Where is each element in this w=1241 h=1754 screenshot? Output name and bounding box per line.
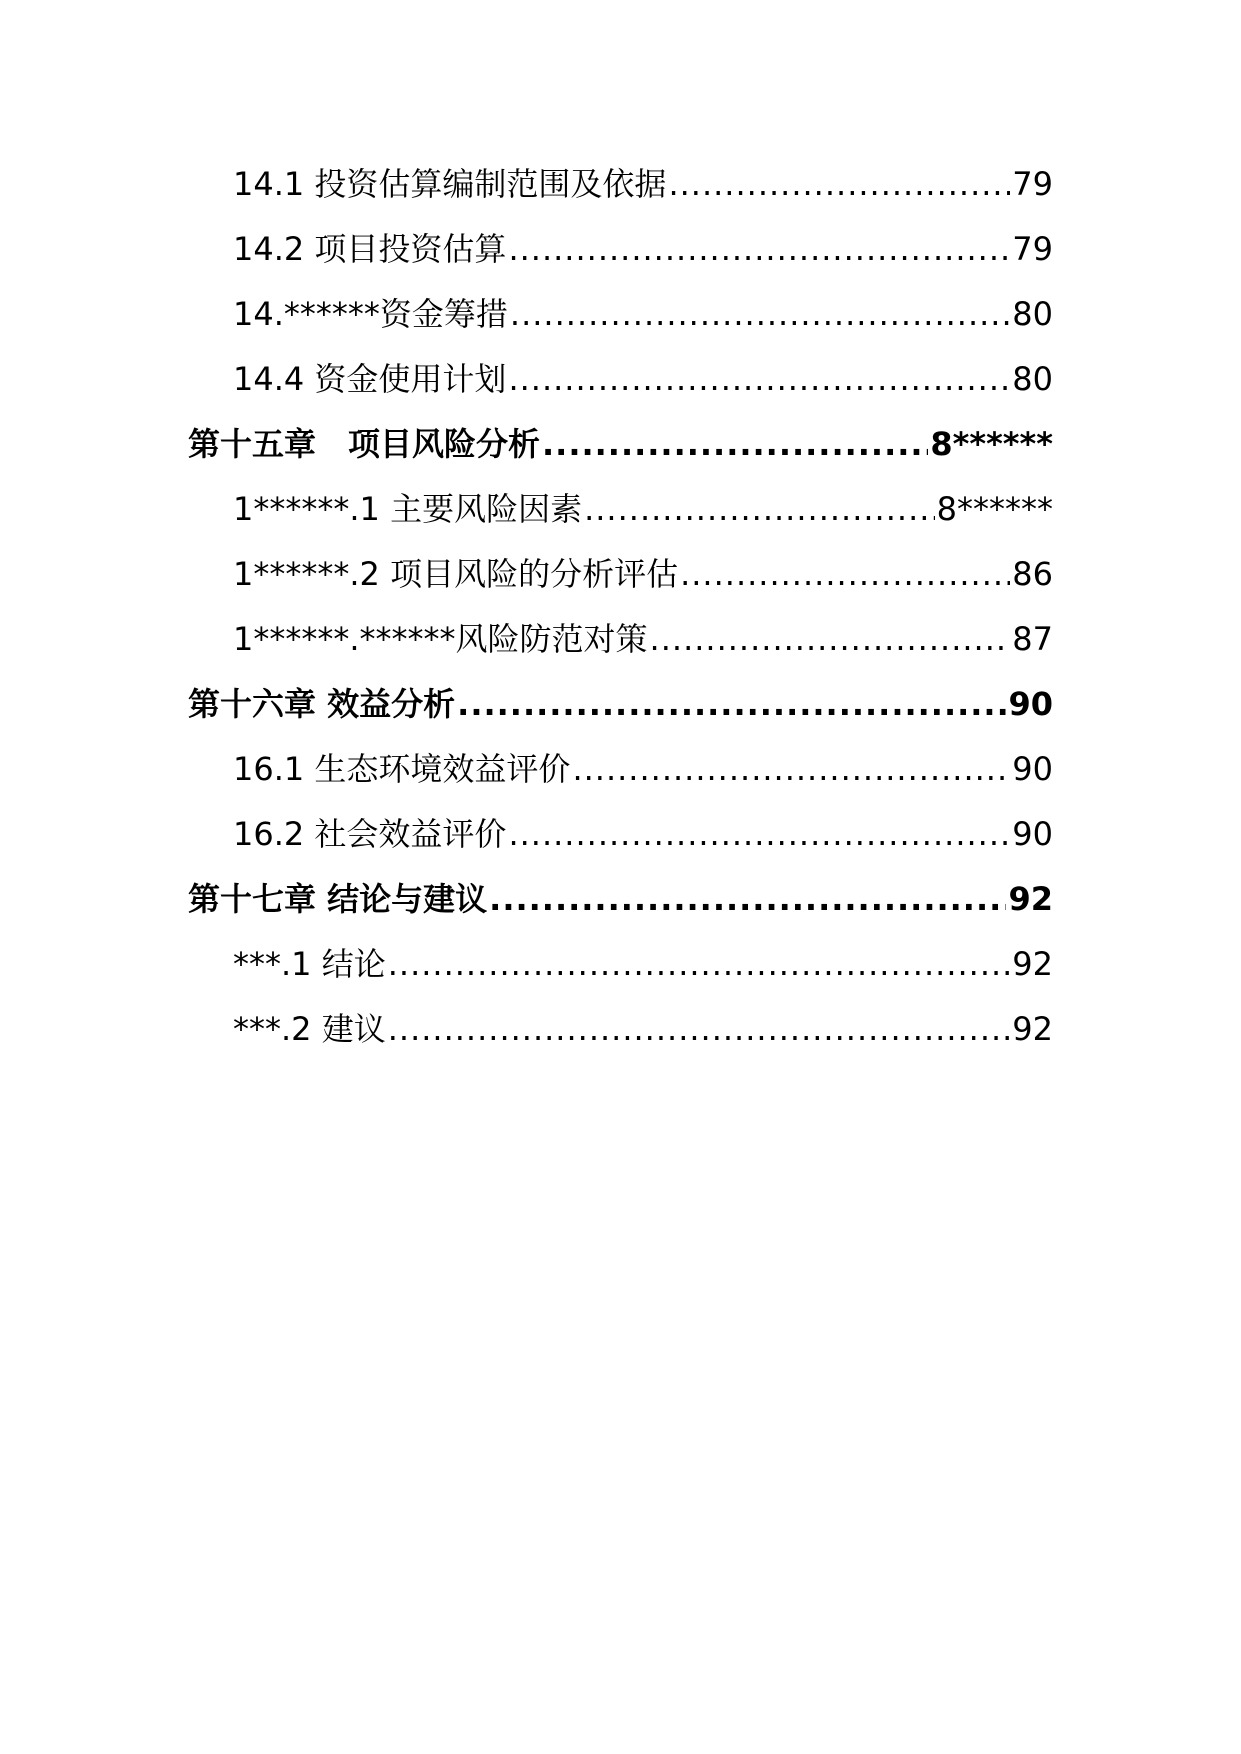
toc-entry-page: 79 bbox=[1012, 165, 1053, 203]
toc-entry-title: 1******.1 主要风险因素 bbox=[233, 490, 583, 528]
toc-entry-title: 14.******资金筹措 bbox=[233, 295, 508, 333]
toc-entry-page: 90 bbox=[1012, 815, 1053, 853]
toc-chapter-title: 第十五章 项目风险分析 bbox=[188, 425, 541, 463]
toc-entry-16-2[interactable] bbox=[233, 812, 1053, 856]
toc-chapter-title: 第十六章 效益分析 bbox=[188, 685, 456, 723]
toc-entry-title: 16.2 社会效益评价 bbox=[233, 815, 507, 853]
toc-chapter-page: 8****** bbox=[930, 425, 1053, 463]
toc-leader-dots bbox=[510, 292, 1010, 336]
toc-leader-dots bbox=[457, 682, 1006, 726]
toc-entry-page: 79 bbox=[1012, 230, 1053, 268]
toc-chapter-title: 第十七章 结论与建议 bbox=[188, 880, 488, 918]
toc-chapter-page: 90 bbox=[1008, 685, 1053, 723]
toc-entry-16-1[interactable] bbox=[233, 747, 1053, 791]
toc-entry-17-1[interactable] bbox=[233, 942, 1053, 986]
toc-leader-dots bbox=[572, 747, 1010, 791]
toc-chapter-17[interactable] bbox=[188, 877, 1053, 921]
toc-entry-15-2[interactable] bbox=[233, 552, 1053, 596]
toc-entry-page: 87 bbox=[1012, 620, 1053, 658]
toc-entry-14-3[interactable] bbox=[233, 292, 1053, 336]
toc-entry-15-1[interactable] bbox=[233, 487, 1053, 531]
toc-entry-page: 90 bbox=[1012, 750, 1053, 788]
toc-entry-title: ***.1 结论 bbox=[233, 945, 386, 983]
toc-entry-15-3[interactable] bbox=[233, 617, 1053, 661]
toc-leader-dots bbox=[680, 552, 1010, 596]
toc-entry-page: 86 bbox=[1012, 555, 1053, 593]
toc-leader-dots bbox=[668, 162, 1010, 206]
toc-leader-dots bbox=[508, 812, 1010, 856]
toc-entry-title: 14.2 项目投资估算 bbox=[233, 230, 507, 268]
toc-entry-title: 16.1 生态环境效益评价 bbox=[233, 750, 571, 788]
toc-chapter-16[interactable] bbox=[188, 682, 1053, 726]
toc-leader-dots bbox=[508, 227, 1010, 271]
toc-entry-page: 80 bbox=[1012, 295, 1053, 333]
toc-entry-14-4[interactable] bbox=[233, 357, 1053, 401]
toc-leader-dots bbox=[388, 1007, 1011, 1051]
toc-entry-17-2[interactable] bbox=[233, 1007, 1053, 1051]
toc-entry-page: 80 bbox=[1012, 360, 1053, 398]
toc-entry-title: 14.1 投资估算编制范围及依据 bbox=[233, 165, 667, 203]
toc-entry-14-1[interactable] bbox=[233, 162, 1053, 206]
toc-entry-page: 8****** bbox=[936, 490, 1053, 528]
toc-leader-dots bbox=[508, 357, 1010, 401]
toc-entry-page: 92 bbox=[1012, 1010, 1053, 1048]
toc-leader-dots bbox=[650, 617, 1011, 661]
toc-entry-page: 92 bbox=[1012, 945, 1053, 983]
toc-leader-dots bbox=[542, 422, 928, 466]
toc-entry-title: 14.4 资金使用计划 bbox=[233, 360, 507, 398]
toc-entry-title: ***.2 建议 bbox=[233, 1010, 386, 1048]
toc-chapter-page: 92 bbox=[1008, 880, 1053, 918]
toc-chapter-15[interactable] bbox=[188, 422, 1053, 466]
toc-entry-title: 1******.2 项目风险的分析评估 bbox=[233, 555, 679, 593]
toc-leader-dots bbox=[584, 487, 935, 531]
toc-leader-dots bbox=[489, 877, 1006, 921]
toc-entry-14-2[interactable] bbox=[233, 227, 1053, 271]
toc-leader-dots bbox=[388, 942, 1011, 986]
toc-entry-title: 1******.******风险防范对策 bbox=[233, 620, 648, 658]
